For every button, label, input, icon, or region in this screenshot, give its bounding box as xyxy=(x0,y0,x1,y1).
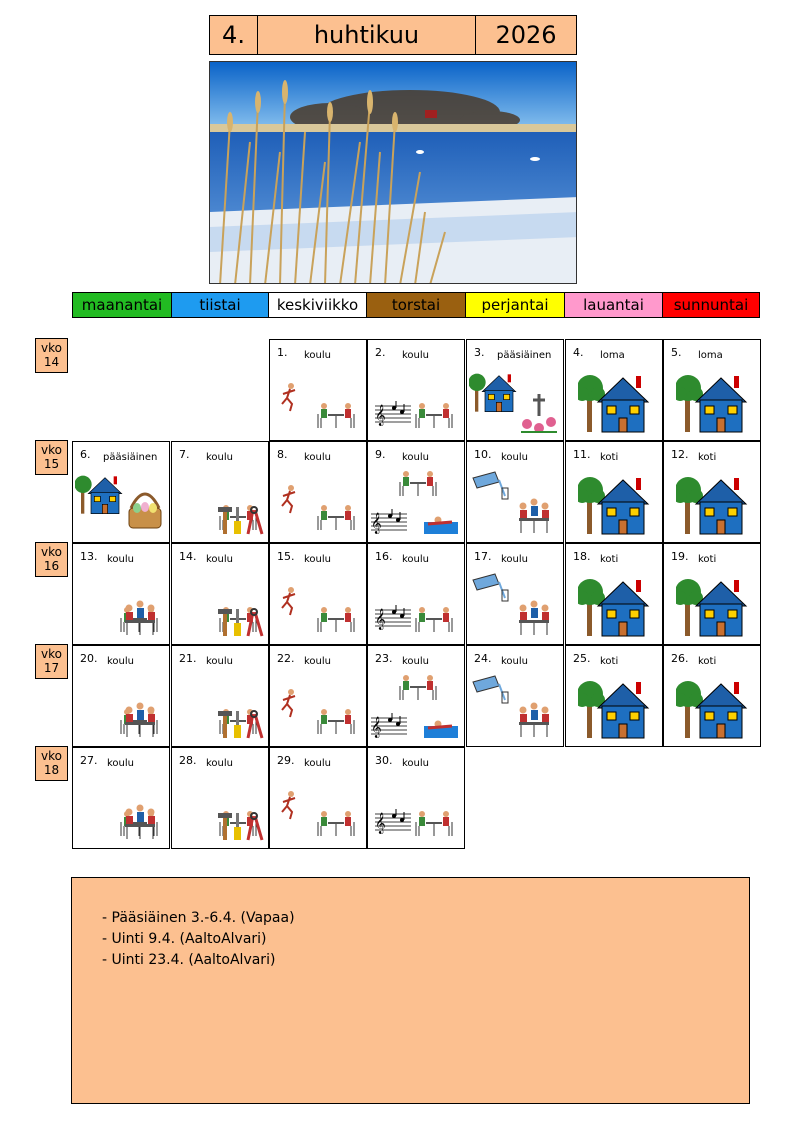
day-number: 12. xyxy=(671,448,689,461)
tools-icon xyxy=(216,504,266,540)
house-icon xyxy=(676,574,751,643)
day-number: 6. xyxy=(80,448,91,461)
day-number: 29. xyxy=(277,754,295,767)
day-activity: koulu xyxy=(304,656,332,667)
svg-text:𝄞: 𝄞 xyxy=(371,717,382,738)
svg-text:𝄞: 𝄞 xyxy=(375,405,386,426)
day-number: 20. xyxy=(80,652,98,665)
day-cell xyxy=(269,645,367,747)
tools-icon xyxy=(216,810,266,846)
week-label: vko 15 xyxy=(35,440,68,475)
group-icon xyxy=(513,700,555,742)
day-number: 21. xyxy=(179,652,197,665)
meeting-icon xyxy=(414,808,454,842)
day-number: 28. xyxy=(179,754,197,767)
music-icon xyxy=(370,508,408,538)
day-number: 16. xyxy=(375,550,393,563)
group-icon xyxy=(119,802,161,844)
day-cell xyxy=(171,441,269,543)
day-number: 18. xyxy=(573,550,591,563)
meeting-icon xyxy=(398,672,438,706)
month-name: huhtikuu xyxy=(257,15,476,55)
pour-icon xyxy=(471,572,511,606)
note-line: - Pääsiäinen 3.-6.4. (Vapaa) xyxy=(102,910,295,926)
weekday-monday: maanantai xyxy=(72,292,172,318)
day-activity: koti xyxy=(600,554,619,565)
day-activity: koulu xyxy=(206,452,234,463)
pour-icon xyxy=(471,674,511,708)
day-activity: koulu xyxy=(304,554,332,565)
day-number: 5. xyxy=(671,346,682,359)
weekday-thursday: torstai xyxy=(366,292,466,318)
day-activity: koulu xyxy=(501,554,529,565)
weekday-wednesday: keskiviikko xyxy=(268,292,367,318)
music-icon xyxy=(374,400,412,430)
day-cell xyxy=(72,645,170,747)
day-activity: koulu xyxy=(304,350,332,361)
day-activity: koulu xyxy=(206,758,234,769)
tools-icon xyxy=(216,606,266,642)
house-icon xyxy=(676,676,751,745)
group-icon xyxy=(119,700,161,742)
day-number: 3. xyxy=(474,346,485,359)
music-icon xyxy=(370,712,408,742)
day-number: 14. xyxy=(179,550,197,563)
day-number: 17. xyxy=(474,550,492,563)
day-cell xyxy=(466,441,564,543)
group-icon xyxy=(119,598,161,640)
meeting-icon xyxy=(398,468,438,502)
pour-icon xyxy=(471,470,511,504)
day-activity: koulu xyxy=(501,452,529,463)
week-label: vko 14 xyxy=(35,338,68,373)
day-activity: pääsiäinen xyxy=(497,350,552,361)
house-icon xyxy=(578,472,653,541)
day-cell xyxy=(663,543,761,645)
day-cell xyxy=(72,747,170,849)
house-small-icon xyxy=(75,472,125,520)
day-number: 19. xyxy=(671,550,689,563)
day-cell xyxy=(367,645,465,747)
day-number: 24. xyxy=(474,652,492,665)
day-activity: koulu xyxy=(107,656,135,667)
day-activity: koti xyxy=(698,452,717,463)
day-activity: koulu xyxy=(206,554,234,565)
note-line: - Uinti 9.4. (AaltoAlvari) xyxy=(102,931,267,947)
meeting-icon xyxy=(316,706,356,740)
day-cell xyxy=(72,441,170,543)
day-activity: koulu xyxy=(402,554,430,565)
house-icon xyxy=(676,472,751,541)
day-number: 11. xyxy=(573,448,591,461)
meeting-icon xyxy=(316,400,356,434)
meeting-icon xyxy=(316,502,356,536)
day-cell xyxy=(269,543,367,645)
house-icon xyxy=(578,574,653,643)
day-cell xyxy=(663,645,761,747)
house-icon xyxy=(578,370,653,439)
day-number: 26. xyxy=(671,652,689,665)
day-activity: loma xyxy=(600,350,625,361)
day-number: 8. xyxy=(277,448,288,461)
weekday-friday: perjantai xyxy=(465,292,565,318)
day-number: 13. xyxy=(80,550,98,563)
day-activity: koulu xyxy=(107,554,135,565)
day-number: 23. xyxy=(375,652,393,665)
week-label: vko 17 xyxy=(35,644,68,679)
day-cell xyxy=(565,645,663,747)
meeting-icon xyxy=(414,604,454,638)
weekday-sunday: sunnuntai xyxy=(662,292,760,318)
day-activity: koulu xyxy=(107,758,135,769)
day-number: 27. xyxy=(80,754,98,767)
music-icon xyxy=(374,808,412,838)
day-cell xyxy=(171,543,269,645)
day-cell xyxy=(466,645,564,747)
house-icon xyxy=(578,676,653,745)
day-activity: koti xyxy=(698,554,717,565)
music-icon xyxy=(374,604,412,634)
day-activity: koti xyxy=(698,656,717,667)
day-cell xyxy=(663,339,761,441)
note-line: - Uinti 23.4. (AaltoAlvari) xyxy=(102,952,276,968)
day-number: 30. xyxy=(375,754,393,767)
year: 2026 xyxy=(475,15,577,55)
day-activity: pääsiäinen xyxy=(103,452,158,463)
runner-icon xyxy=(278,382,300,416)
day-cell xyxy=(466,339,564,441)
day-activity: koulu xyxy=(304,758,332,769)
day-number: 9. xyxy=(375,448,386,461)
day-cell xyxy=(565,441,663,543)
basket-icon xyxy=(125,486,165,534)
week-label: vko 18 xyxy=(35,746,68,781)
weekday-tuesday: tiistai xyxy=(171,292,269,318)
runner-icon xyxy=(278,484,300,518)
svg-text:𝄞: 𝄞 xyxy=(371,513,382,534)
day-activity: koulu xyxy=(402,656,430,667)
group-icon xyxy=(513,496,555,538)
day-activity: koulu xyxy=(402,350,430,361)
swim-icon xyxy=(424,512,458,538)
day-activity: koulu xyxy=(304,452,332,463)
day-cell xyxy=(269,747,367,849)
weekday-saturday: lauantai xyxy=(564,292,663,318)
meeting-icon xyxy=(414,400,454,434)
week-label: vko 16 xyxy=(35,542,68,577)
day-cell xyxy=(663,441,761,543)
day-number: 25. xyxy=(573,652,591,665)
notes-box xyxy=(71,877,750,1104)
day-cell xyxy=(367,441,465,543)
day-cell xyxy=(171,747,269,849)
day-number: 7. xyxy=(179,448,190,461)
day-cell xyxy=(367,543,465,645)
day-cell xyxy=(171,645,269,747)
day-cell xyxy=(466,543,564,645)
day-number: 10. xyxy=(474,448,492,461)
day-activity: koti xyxy=(600,656,619,667)
day-number: 4. xyxy=(573,346,584,359)
runner-icon xyxy=(278,790,300,824)
house-icon xyxy=(676,370,751,439)
day-activity: koulu xyxy=(402,758,430,769)
day-activity: koulu xyxy=(402,452,430,463)
month-number: 4. xyxy=(209,15,258,55)
landscape-photo xyxy=(209,61,577,284)
easter-icon xyxy=(517,392,561,440)
day-cell xyxy=(72,543,170,645)
day-cell xyxy=(565,543,663,645)
day-activity: koulu xyxy=(501,656,529,667)
meeting-icon xyxy=(316,808,356,842)
day-activity: koti xyxy=(600,452,619,463)
day-number: 2. xyxy=(375,346,386,359)
day-cell xyxy=(367,339,465,441)
day-activity: koulu xyxy=(206,656,234,667)
svg-text:𝄞: 𝄞 xyxy=(375,609,386,630)
house-small-icon xyxy=(469,370,519,418)
runner-icon xyxy=(278,688,300,722)
svg-text:𝄞: 𝄞 xyxy=(375,813,386,834)
meeting-icon xyxy=(316,604,356,638)
day-cell xyxy=(367,747,465,849)
day-number: 15. xyxy=(277,550,295,563)
day-cell xyxy=(269,339,367,441)
day-activity: loma xyxy=(698,350,723,361)
day-cell xyxy=(565,339,663,441)
runner-icon xyxy=(278,586,300,620)
tools-icon xyxy=(216,708,266,744)
day-number: 22. xyxy=(277,652,295,665)
group-icon xyxy=(513,598,555,640)
swim-icon xyxy=(424,716,458,742)
day-number: 1. xyxy=(277,346,288,359)
day-cell xyxy=(269,441,367,543)
